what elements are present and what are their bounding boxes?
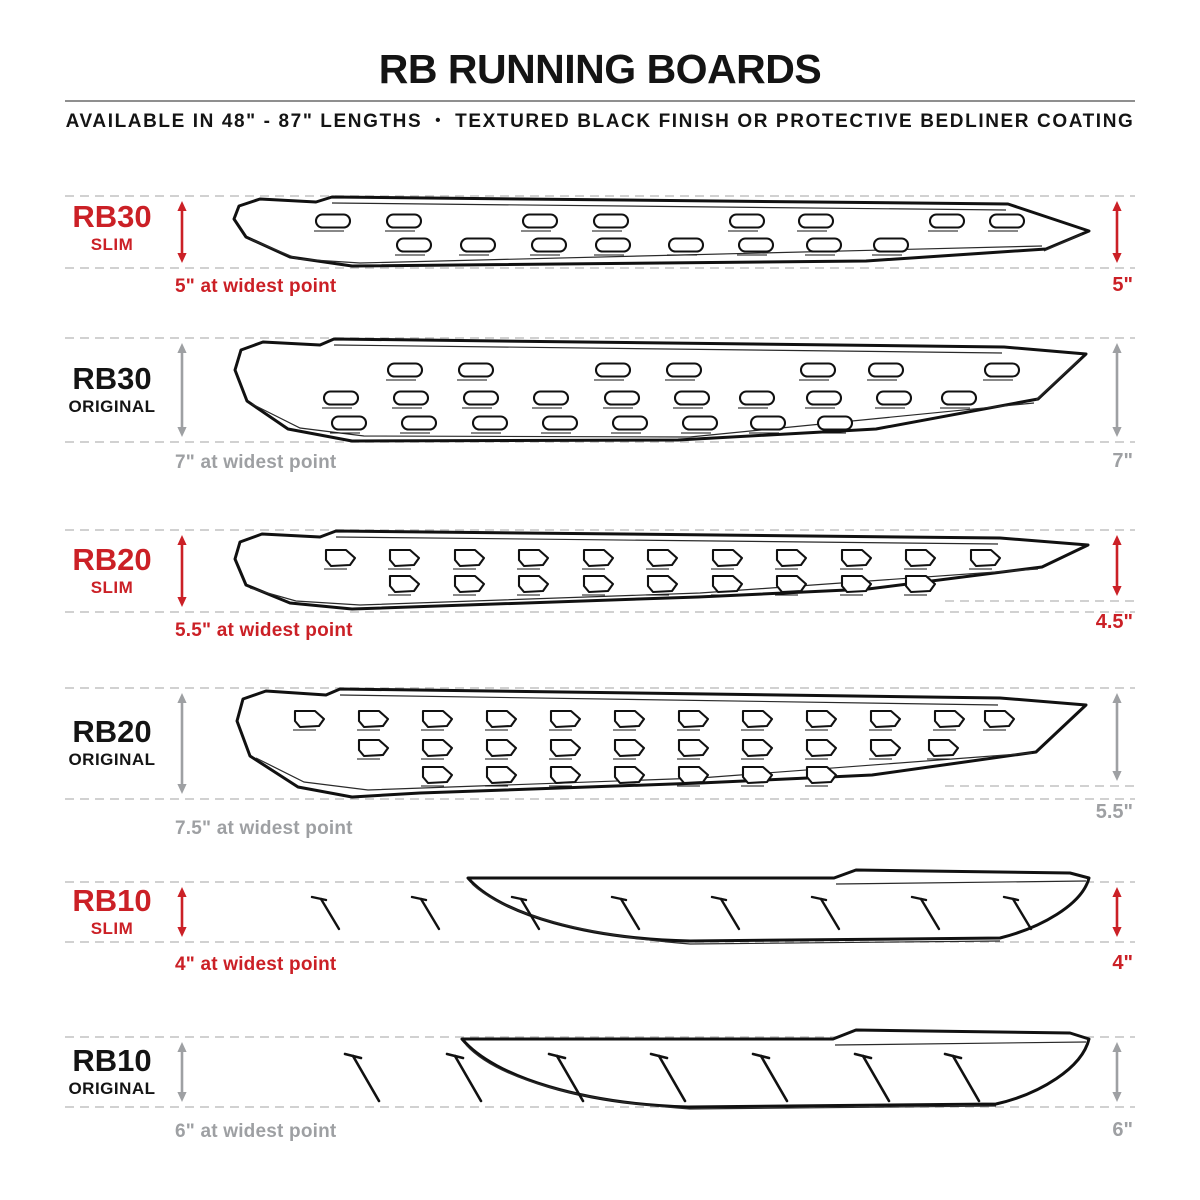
tread-hash-tick bbox=[312, 897, 326, 900]
pill-slot bbox=[675, 392, 709, 405]
pill-slot bbox=[874, 239, 908, 252]
pill-slot bbox=[316, 215, 350, 228]
tread-hash-line bbox=[455, 1056, 481, 1101]
pill-slot bbox=[402, 417, 436, 430]
pill-slot bbox=[869, 364, 903, 377]
subtitle-left: AVAILABLE IN 48" - 87" LENGTHS bbox=[65, 111, 423, 132]
board-drawing bbox=[235, 339, 1086, 441]
pill-slot bbox=[807, 392, 841, 405]
pill-slot bbox=[930, 215, 964, 228]
pill-slot bbox=[324, 392, 358, 405]
board-outline bbox=[468, 870, 1089, 941]
model-name: RB10 bbox=[72, 1043, 152, 1078]
pill-slot bbox=[596, 364, 630, 377]
pill-slot bbox=[388, 364, 422, 377]
model-label-rb30-original bbox=[27, 362, 197, 417]
model-name: RB30 bbox=[72, 361, 152, 396]
tread-hash-tick bbox=[412, 897, 426, 900]
board-drawing bbox=[345, 1030, 1089, 1109]
product-row-rb20-original bbox=[65, 688, 1135, 799]
pill-slot bbox=[799, 215, 833, 228]
pill-slot bbox=[683, 417, 717, 430]
bullet-separator: • bbox=[435, 112, 443, 129]
right-dimension-arrow bbox=[1112, 887, 1121, 937]
widest-point-note: 7.5" at widest point bbox=[175, 818, 353, 839]
model-name: RB10 bbox=[72, 883, 152, 918]
pill-slot bbox=[739, 239, 773, 252]
end-height-dimension: 5.5" bbox=[1095, 801, 1133, 823]
pill-slot bbox=[985, 364, 1019, 377]
right-dimension-arrow bbox=[1112, 1042, 1121, 1102]
board-drawing bbox=[235, 531, 1088, 609]
pill-slot bbox=[801, 364, 835, 377]
pill-slot bbox=[532, 239, 566, 252]
widest-point-note: 4" at widest point bbox=[175, 954, 337, 975]
end-height-dimension: 4" bbox=[1112, 952, 1133, 974]
product-row-rb10-original bbox=[65, 1030, 1135, 1109]
pill-slot bbox=[534, 392, 568, 405]
pill-slot bbox=[669, 239, 703, 252]
pill-slot bbox=[751, 417, 785, 430]
model-label-rb10-slim bbox=[27, 884, 197, 939]
pill-slot bbox=[473, 417, 507, 430]
pill-slot bbox=[464, 392, 498, 405]
end-height-dimension: 7" bbox=[1112, 450, 1133, 472]
pill-slot bbox=[387, 215, 421, 228]
variant-name: ORIGINAL bbox=[68, 750, 156, 769]
pill-slot bbox=[613, 417, 647, 430]
pill-slot bbox=[543, 417, 577, 430]
widest-point-note: 7" at widest point bbox=[175, 452, 337, 473]
pill-slot bbox=[877, 392, 911, 405]
pill-slot bbox=[596, 239, 630, 252]
pill-slot bbox=[605, 392, 639, 405]
board-drawing bbox=[312, 870, 1089, 944]
subtitle-right: TEXTURED BLACK FINISH OR PROTECTIVE BEDLINER COATING bbox=[455, 111, 1135, 132]
model-label-rb20-slim bbox=[27, 543, 197, 598]
tread-hash-line bbox=[321, 899, 339, 929]
widest-point-note: 6" at widest point bbox=[175, 1121, 337, 1142]
variant-name: ORIGINAL bbox=[68, 1079, 156, 1098]
variant-name: SLIM bbox=[90, 578, 134, 597]
variant-name: SLIM bbox=[90, 919, 134, 938]
model-label-rb20-original bbox=[27, 715, 197, 770]
product-row-rb20-slim bbox=[65, 530, 1135, 612]
pill-slot bbox=[942, 392, 976, 405]
pill-slot bbox=[818, 417, 852, 430]
model-label-rb10-original bbox=[27, 1044, 197, 1099]
pill-slot bbox=[397, 239, 431, 252]
product-row-rb10-slim bbox=[65, 870, 1135, 944]
pill-slot bbox=[807, 239, 841, 252]
pill-slot bbox=[332, 417, 366, 430]
pill-slot bbox=[523, 215, 557, 228]
pill-slot bbox=[667, 364, 701, 377]
right-dimension-arrow bbox=[1112, 343, 1121, 437]
end-height-dimension: 5" bbox=[1112, 274, 1133, 296]
right-dimension-arrow bbox=[1112, 201, 1121, 263]
pill-slot bbox=[459, 364, 493, 377]
end-height-dimension: 4.5" bbox=[1095, 611, 1133, 633]
right-dimension-arrow bbox=[1112, 535, 1121, 596]
board-drawing bbox=[234, 197, 1089, 266]
model-name: RB20 bbox=[72, 542, 152, 577]
right-dimension-arrow bbox=[1112, 693, 1121, 781]
variant-name: SLIM bbox=[90, 235, 134, 254]
page-title: RB RUNNING BOARDS bbox=[378, 46, 822, 92]
board-outline bbox=[235, 531, 1088, 609]
pill-slot bbox=[594, 215, 628, 228]
board-drawing bbox=[237, 689, 1086, 797]
model-name: RB20 bbox=[72, 714, 152, 749]
board-outline bbox=[462, 1030, 1089, 1107]
pill-slot bbox=[730, 215, 764, 228]
product-row-rb30-slim bbox=[65, 196, 1135, 268]
widest-point-note: 5" at widest point bbox=[175, 276, 337, 297]
widest-point-note: 5.5" at widest point bbox=[175, 620, 353, 641]
pill-slot bbox=[394, 392, 428, 405]
model-label-rb30-slim bbox=[27, 200, 197, 255]
tread-hash-line bbox=[353, 1056, 379, 1101]
pill-slot bbox=[740, 392, 774, 405]
variant-name: ORIGINAL bbox=[68, 397, 156, 416]
product-row-rb30-original bbox=[65, 338, 1135, 442]
pill-slot bbox=[990, 215, 1024, 228]
model-name: RB30 bbox=[72, 199, 152, 234]
tread-hash-line bbox=[421, 899, 439, 929]
pill-slot bbox=[461, 239, 495, 252]
end-height-dimension: 6" bbox=[1112, 1119, 1133, 1141]
